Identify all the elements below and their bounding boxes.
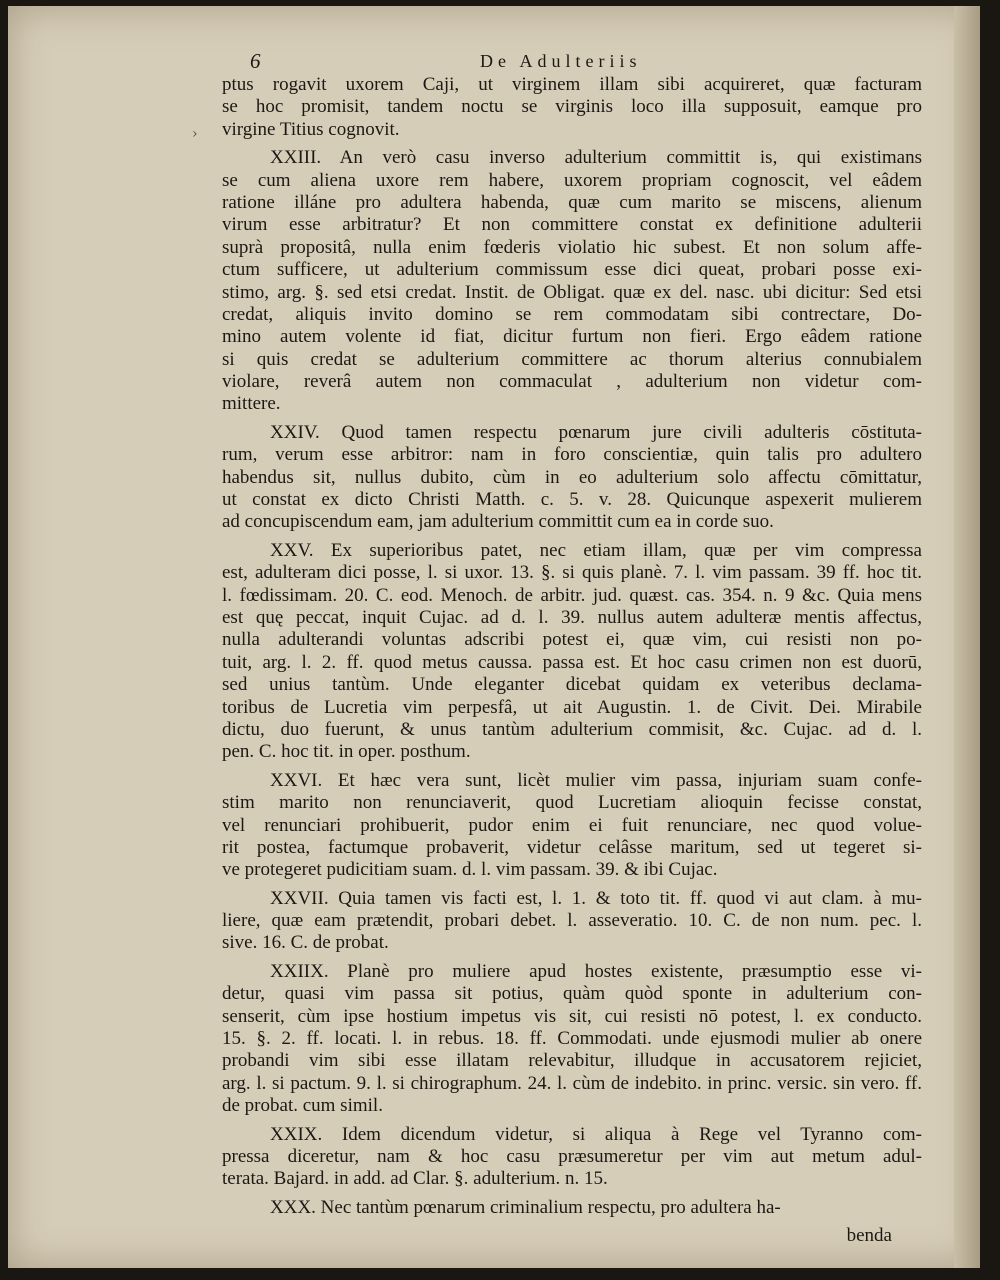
text-line: se hoc promisit, tandem noctu se virginis loco illa supposuit, eamque pro	[222, 96, 922, 118]
text-line: ad concupiscendum eam, jam adulterium committit cum ea in corde suo.	[222, 511, 774, 533]
page-header	[222, 44, 922, 74]
text-line: toribus de Lucretia vim perpesfâ, ut ait Augustin. 1. de Civit. Dei. Mirabile	[222, 696, 922, 718]
text-line: XXX. Nec tantùm pœnarum criminalium respectu, pro adultera ha-	[270, 1196, 781, 1218]
text-line: est, adulteram dici posse, l. si uxor. 13. §. si quis planè. 7. l. vim passam. 39 ff. hoc tit.	[222, 562, 922, 584]
paragraph	[222, 1197, 922, 1219]
text-line: se cum aliena uxore rem habere, uxorem propriam cognoscit, vel eâdem	[222, 169, 922, 191]
paragraph	[222, 147, 922, 416]
text-line: violare, reverâ autem non commaculat , adulterium non videtur com-	[222, 371, 922, 393]
text-line: stimo, arg. §. sed etsi credat. Instit. de Obligat. quæ ex del. nasc. ubi dicitur: Sed etsi	[222, 281, 922, 303]
text-line: ut constat ex dicto Christi Matth. c. 5. v. 28. Quicunque aspexerit mulierem	[222, 489, 922, 511]
text-line: habendus sit, nullus dubito, cùm in eo adulterium solo affectu cōmittatur,	[222, 466, 922, 488]
text-line: est quę peccat, inquit Cujac. ad d. l. 39. nullus autem adulteræ mentis affectus,	[222, 606, 922, 628]
text-line: nulla adulterandi voluntas adscribi potest ei, quæ vim, cui resisti non po-	[222, 629, 922, 651]
paragraph	[222, 961, 922, 1118]
text-line: XXIX. Idem dicendum videtur, si aliqua à Rege vel Tyranno com-	[270, 1123, 922, 1145]
paragraph	[222, 888, 922, 955]
text-line: senserit, cùm ipse hostium impetus vis sit, cui resisti nō potest, l. ex conducto.	[222, 1005, 922, 1027]
text-line: si quis credat se adulterium committere ac thorum alterius connubialem	[222, 348, 922, 370]
text-line: rit postea, factumque probaverit, videtur celâsse maritum, sed ut tegeret si-	[222, 836, 922, 858]
text-line: suprà propositâ, nulla enim fœderis violatio hic subest. Et non solum affe-	[222, 236, 922, 258]
text-line: virum esse arbitratur? Et non committere constat ex definitione adulterii	[222, 214, 922, 236]
text-line: ratione illáne pro adultera habenda, quæ cum marito se miscens, alienum	[222, 191, 922, 213]
text-line: XXV. Ex superioribus patet, nec etiam illam, quæ per vim compressa	[270, 539, 922, 561]
text-line: de probat. cum simil.	[222, 1095, 383, 1117]
text-line: arg. l. si pactum. 9. l. si chirographum. 24. l. cùm de indebito. in princ. versic. sin vero. ff.	[222, 1072, 922, 1094]
text-line: XXVI. Et hæc vera sunt, licèt mulier vim passa, injuriam suam confe-	[270, 769, 922, 791]
text-line: ve protegeret pudicitiam suam. d. l. vim passam. 39. & ibi Cujac.	[222, 859, 718, 881]
text-line: 15. §. 2. ff. locati. l. in rebus. 18. ff. Commodati. unde ejusmodi mulier ab onere	[222, 1028, 922, 1050]
text-line: detur, quasi vim passa sit potius, quàm quòd sponte in adulterium con-	[222, 983, 922, 1005]
paragraph	[222, 422, 922, 534]
text-line: virgine Titius cognovit.	[222, 118, 400, 140]
text-line: sive. 16. C. de probat.	[222, 932, 389, 954]
text-line: XXVII. Quia tamen vis facti est, l. 1. & toto tit. ff. quod vi aut clam. à mu-	[270, 887, 922, 909]
text-line: vel renunciari prohibuerit, pudor enim ei fuit renunciare, nec quod volue-	[222, 814, 922, 836]
text-line: XXIIX. Planè pro muliere apud hostes existente, præsumptio esse vi-	[270, 960, 922, 982]
running-title: De Adulteriis	[480, 51, 642, 71]
text-line: XXIV. Quod tamen respectu pœnarum jure civili adulteris cōstituta-	[270, 421, 922, 443]
text-line: mino autem volente id fiat, dicitur furtum non fieri. Ergo eâdem ratione	[222, 326, 922, 348]
text-line: stim marito non renunciaverit, quod Lucretiam alioquin fecisse constat,	[222, 792, 922, 814]
page-spine-edge	[954, 6, 980, 1268]
paragraph	[222, 74, 922, 141]
text-line: mittere.	[222, 393, 281, 415]
text-line: pressa diceretur, nam & hoc casu præsumeretur per vim aut metum adul-	[222, 1145, 922, 1167]
catchword: benda	[846, 1225, 892, 1247]
paragraph	[222, 770, 922, 882]
text-line: XXIII. An verò casu inverso adulterium committit is, qui existimans	[270, 147, 922, 169]
text-line: l. fœdissimam. 20. C. eod. Menoch. de arbitr. jud. quæst. cas. 354. n. 9 &c. Quia mens	[222, 584, 922, 606]
text-line: ptus rogavit uxorem Caji, ut virginem illam sibi acquireret, quæ facturam	[222, 74, 922, 95]
text-line: dictu, duo fuerunt, & unus tantùm adulterium commisit, &c. Cujac. ad d. l.	[222, 718, 922, 740]
text-line: probandi vim sibi esse illatam relevabitur, illudque in accusatorem rejiciet,	[222, 1050, 922, 1072]
text-line: ctum sufficere, ut adulterium commissum esse dici queat, probari posse exi-	[222, 259, 922, 281]
text-line: tuit, arg. l. 2. ff. quod metus caussa. passa est. Et hoc casu crimen non est duorū,	[222, 651, 922, 673]
text-line: terata. Bajard. in add. ad Clar. §. adulterium. n. 15.	[222, 1168, 608, 1190]
paragraph	[222, 1124, 922, 1191]
margin-mark: ›	[192, 126, 198, 142]
text-line: liere, quæ eam prætendit, probari debet. l. asseveratio. 10. C. de non num. pec. l.	[222, 910, 922, 932]
body-text	[222, 74, 922, 1219]
paragraph	[222, 540, 922, 764]
text-line: credat, aliquis invito domino se rem commodatam sibi contrectare, Do-	[222, 303, 922, 325]
book-page	[222, 44, 922, 1248]
text-line: rum, verum esse arbitror: nam in foro conscientiæ, quin talis pro adultero	[222, 444, 922, 466]
page-number: 6	[250, 49, 261, 73]
text-line: pen. C. hoc tit. in oper. posthum.	[222, 741, 471, 763]
text-line: sed unius tantùm. Unde eleganter dicebat quidam ex veteribus declama-	[222, 674, 922, 696]
